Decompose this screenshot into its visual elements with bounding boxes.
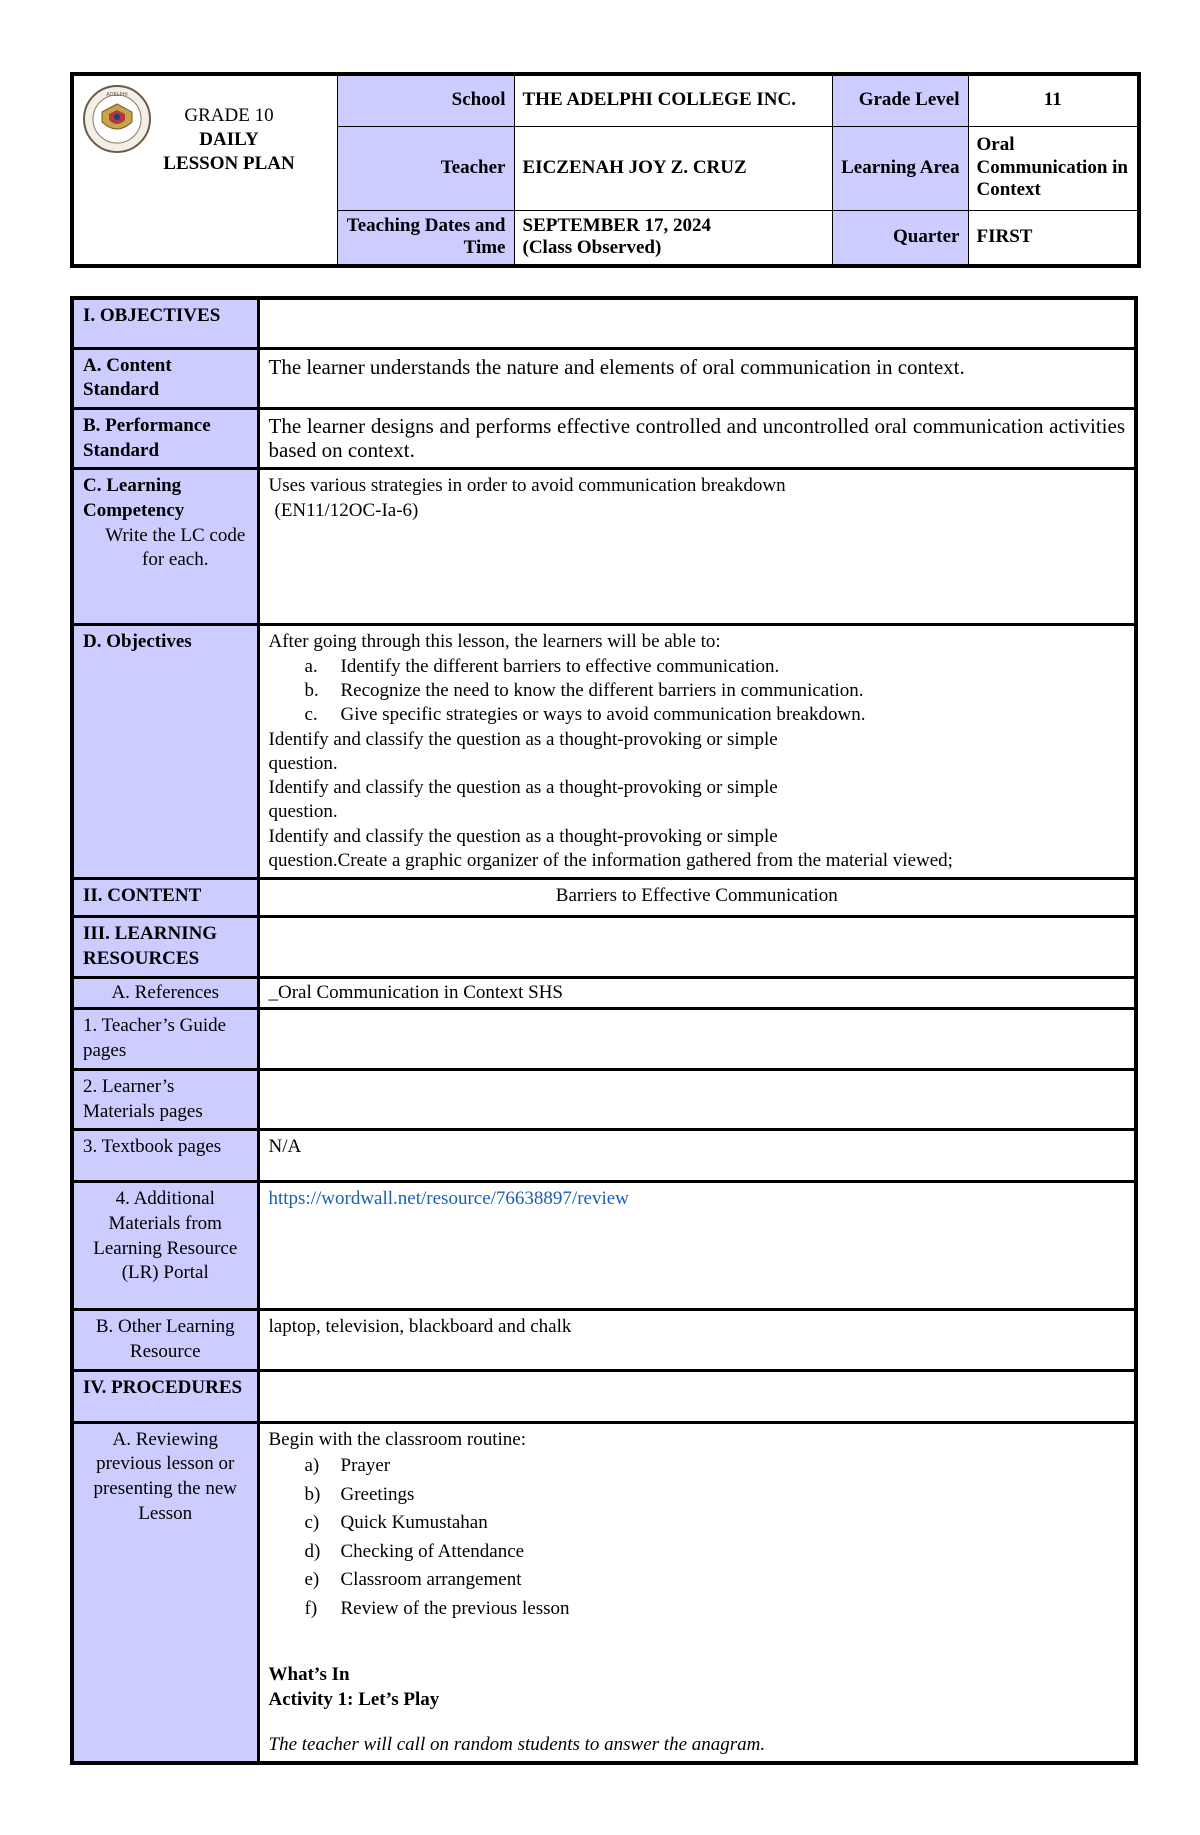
procedures-heading: IV. PROCEDURES: [72, 1370, 258, 1422]
objectives-label: D. Objectives: [72, 625, 258, 879]
learning-competency-row: [72, 469, 1136, 625]
lesson-plan-title: [154, 104, 304, 175]
dates-value: [514, 210, 832, 266]
reviewing-row: [72, 1422, 1136, 1763]
objectives-detail-cell: [258, 625, 1136, 879]
other-resource-text: laptop, television, blackboard and chalk: [258, 1310, 1136, 1370]
list-item: c) Quick Kumustahan: [304, 1512, 488, 1534]
routine-list: [269, 1452, 1126, 1623]
content-heading: II. CONTENT: [72, 879, 258, 917]
learners-materials-row: [72, 1069, 1136, 1129]
content-text: Barriers to Effective Communication: [258, 879, 1136, 917]
additional-materials-label: 4. Additional Materials from Learning Resource (LR) Portal: [72, 1182, 258, 1310]
objectives-extra-1: Identify and classify the question as a thought-provoking or simple: [268, 728, 778, 750]
objectives-extra-5: Identify and classify the question as a thought-provoking or simple: [268, 825, 778, 847]
list-item: a) Prayer: [304, 1455, 391, 1477]
content-standard-row: [72, 348, 1136, 408]
textbook-text: N/A: [258, 1130, 1136, 1182]
learning-resources-heading: III. LEARNING RESOURCES: [72, 917, 258, 977]
additional-materials-cell: [258, 1182, 1136, 1310]
learning-area-value: Oral Communication in Context: [968, 126, 1139, 210]
school-seal-icon: [82, 84, 152, 154]
teachers-guide-label: 1. Teacher’s Guide pages: [72, 1009, 258, 1069]
svg-text:ADELPHI: ADELPHI: [106, 92, 128, 98]
objectives-row: [72, 298, 1136, 348]
additional-materials-row: [72, 1182, 1136, 1310]
wordwall-link[interactable]: https://wordwall.net/resource/76638897/review: [268, 1188, 629, 1210]
activity-title: Activity 1: Let’s Play: [268, 1688, 440, 1710]
quarter-label: Quarter: [832, 210, 968, 266]
title-cell: [72, 74, 337, 266]
objectives-list: [269, 655, 1126, 728]
lesson-plan-table: [70, 296, 1138, 1765]
content-standard-text: The learner understands the nature and elements of oral communication in context.: [258, 348, 1136, 408]
title-plan: LESSON PLAN: [163, 152, 295, 174]
grade-level-value: 11: [968, 74, 1139, 126]
textbook-row: [72, 1130, 1136, 1182]
learning-resources-row: [72, 917, 1136, 977]
reviewing-cell: [258, 1422, 1136, 1763]
header-table: [70, 72, 1141, 268]
learning-competency-text-cell: [258, 469, 1136, 625]
other-resource-label: B. Other Learning Resource: [72, 1310, 258, 1370]
learning-competency-text: Uses various strategies in order to avoid communication breakdown: [268, 475, 786, 497]
learning-competency-code: (EN11/12OC-Ia-6): [274, 499, 419, 521]
references-label: A. References: [72, 977, 258, 1009]
teacher-value: EICZENAH JOY Z. CRUZ: [514, 126, 832, 210]
activity-instruction: The teacher will call on random students to answer the anagram.: [268, 1733, 766, 1755]
quarter-value: FIRST: [968, 210, 1139, 266]
learners-materials-label: 2. Learner’s Materials pages: [72, 1069, 258, 1129]
teacher-label: Teacher: [337, 126, 514, 210]
list-item: c. Give specific strategies or ways to avoid communication breakdown.: [304, 704, 866, 726]
list-item: b) Greetings: [304, 1483, 415, 1505]
reviewing-label: A. Reviewing previous lesson or presenting the new Lesson: [72, 1422, 258, 1763]
dates-label: Teaching Dates and Time: [337, 210, 514, 266]
learning-competency-cell: [72, 469, 258, 625]
learning-competency-note: Write the LC code for each.: [105, 524, 246, 571]
objectives-heading: I. OBJECTIVES: [72, 298, 258, 348]
objectives-detail-row: [72, 625, 1136, 879]
learning-area-label: Learning Area: [832, 126, 968, 210]
grade-level-label: Grade Level: [832, 74, 968, 126]
title-daily: DAILY: [199, 128, 259, 150]
objectives-extra-4: question.: [268, 801, 338, 823]
whats-in-heading: What’s In: [268, 1664, 350, 1686]
procedures-row: [72, 1370, 1136, 1422]
learning-competency-label: C. Learning Competency: [83, 475, 185, 521]
content-standard-label: A. Content Standard: [72, 348, 258, 408]
objectives-intro: After going through this lesson, the learners will be able to:: [268, 631, 721, 653]
dates-value-line2: (Class Observed): [522, 237, 662, 259]
teachers-guide-row: [72, 1009, 1136, 1069]
performance-standard-label: B. Performance Standard: [72, 408, 258, 468]
objectives-extra-6: question.Create a graphic organizer of the information gathered from the material viewed;: [268, 850, 953, 872]
performance-standard-row: [72, 408, 1136, 468]
title-grade: GRADE 10: [184, 105, 274, 126]
other-resource-row: [72, 1310, 1136, 1370]
references-row: [72, 977, 1136, 1009]
list-item: f) Review of the previous lesson: [304, 1597, 570, 1619]
dates-value-line1: SEPTEMBER 17, 2024: [522, 214, 711, 236]
content-row: [72, 879, 1136, 917]
list-item: e) Classroom arrangement: [304, 1569, 522, 1591]
school-value: THE ADELPHI COLLEGE INC.: [514, 74, 832, 126]
objectives-extra-3: Identify and classify the question as a thought-provoking or simple: [268, 777, 778, 799]
textbook-label: 3. Textbook pages: [72, 1130, 258, 1182]
performance-standard-text: The learner designs and performs effective controlled and uncontrolled oral communication activities based on context.: [258, 408, 1136, 468]
objectives-extra-2: question.: [268, 752, 338, 774]
references-text: _Oral Communication in Context SHS: [258, 977, 1136, 1009]
list-item: a. Identify the different barriers to effective communication.: [304, 655, 780, 677]
list-item: d) Checking of Attendance: [304, 1540, 525, 1562]
school-label: School: [337, 74, 514, 126]
list-item: b. Recognize the need to know the different barriers in communication.: [304, 679, 864, 701]
routine-intro: Begin with the classroom routine:: [268, 1428, 527, 1450]
